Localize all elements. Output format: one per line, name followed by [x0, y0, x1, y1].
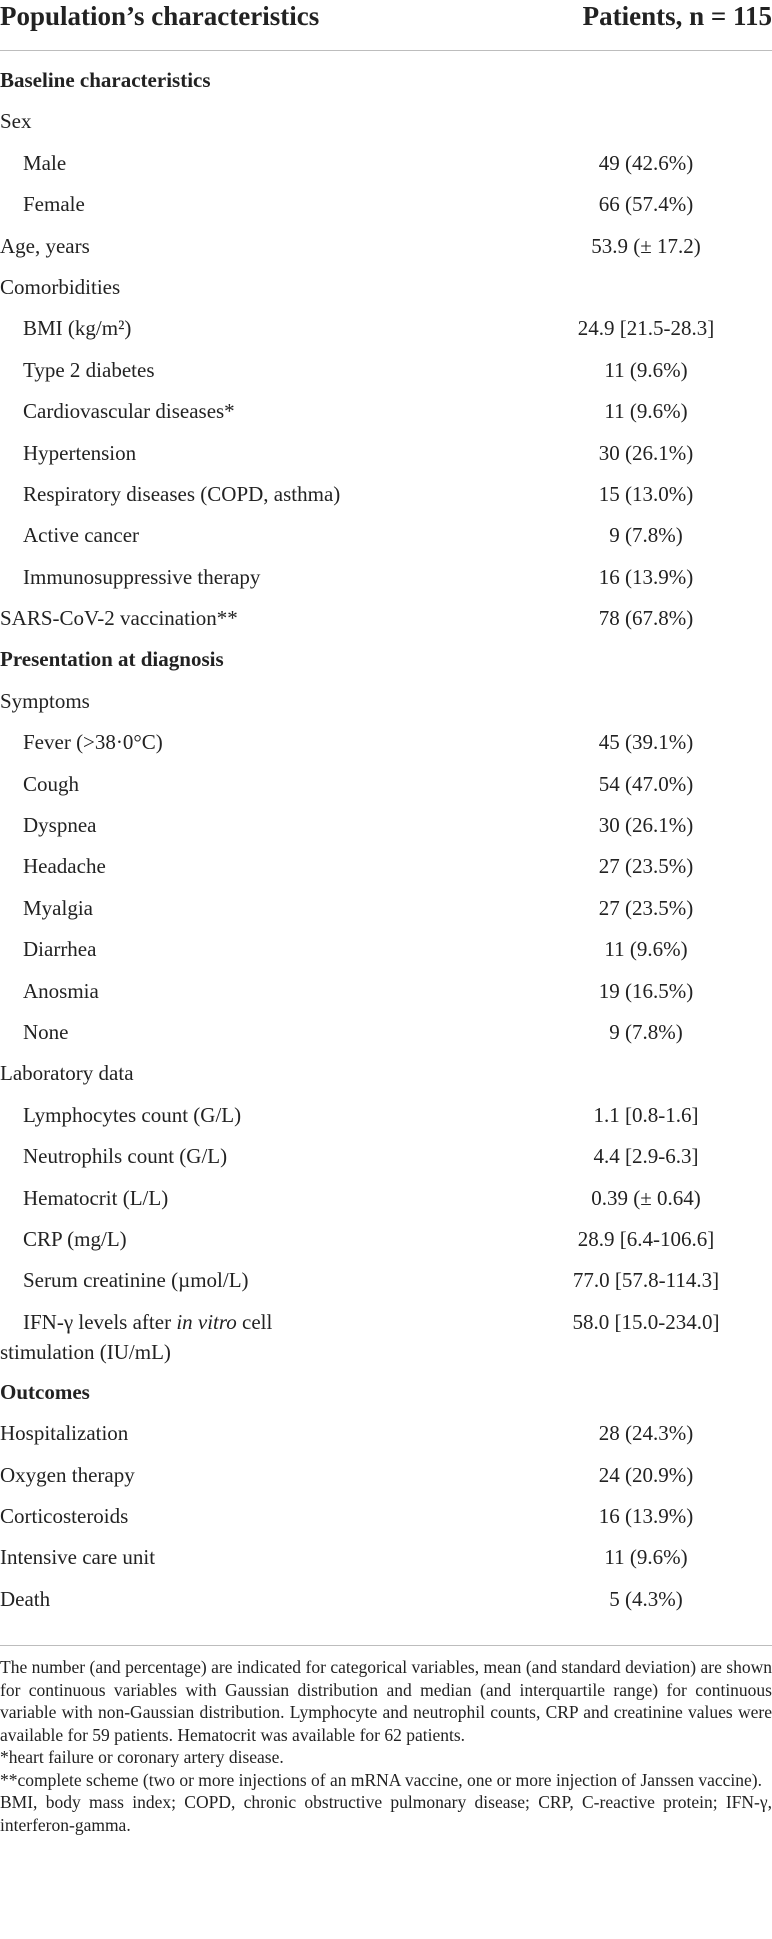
row-label: Active cancer	[23, 523, 140, 548]
table-row	[0, 846, 772, 887]
row-label-part: IFN-γ levels after	[23, 1309, 177, 1334]
table-row	[0, 1178, 772, 1219]
row-label: Serum creatinine (µmol/L)	[23, 1268, 249, 1293]
table-row	[0, 308, 772, 349]
section-header-row	[0, 1372, 772, 1413]
row-label: Sex	[0, 109, 32, 134]
row-value: 45 (39.1%)	[598, 730, 694, 755]
row-value: 19 (16.5%)	[598, 978, 694, 1003]
row-label: Hematocrit (L/L)	[23, 1185, 169, 1210]
table-row	[0, 267, 772, 308]
row-value: 11 (9.6%)	[604, 357, 688, 382]
table-row	[0, 101, 772, 142]
table-row	[0, 971, 772, 1012]
row-label: Neutrophils count (G/L)	[23, 1144, 228, 1169]
row-label: Intensive care unit	[0, 1545, 156, 1570]
table-row	[0, 1095, 772, 1136]
row-value: 53.9 (± 17.2)	[591, 233, 701, 258]
row-label: Anosmia	[23, 978, 99, 1003]
row-value: 11 (9.6%)	[604, 399, 688, 424]
row-value: 78 (67.8%)	[598, 606, 694, 631]
table-row	[0, 1219, 772, 1260]
row-value: 28 (24.3%)	[598, 1421, 694, 1446]
row-label: Diarrhea	[23, 937, 97, 962]
row-value: 15 (13.0%)	[598, 481, 694, 506]
table-row	[0, 1260, 772, 1301]
row-label: CRP (mg/L)	[23, 1226, 127, 1251]
row-value: 49 (42.6%)	[598, 150, 694, 175]
table-row	[0, 184, 772, 225]
row-label-italic: in vitro	[176, 1309, 237, 1334]
row-label: Oxygen therapy	[0, 1462, 135, 1487]
row-value: 28.9 [6.4-106.6]	[577, 1226, 715, 1251]
row-label-part: stimulation (IU/mL)	[0, 1339, 171, 1364]
table-row	[0, 598, 772, 639]
table-row	[0, 722, 772, 763]
table-row	[0, 433, 772, 474]
table-row	[0, 1302, 772, 1372]
row-label: Lymphocytes count (G/L)	[23, 1102, 242, 1127]
table-row	[0, 1053, 772, 1094]
row-label: Presentation at diagnosis	[0, 647, 224, 672]
row-value: 9 (7.8%)	[609, 523, 683, 548]
row-label: Immunosuppressive therapy	[23, 564, 261, 589]
footnote: *heart failure or coronary artery disease.	[0, 1747, 284, 1767]
row-value: 27 (23.5%)	[598, 854, 694, 879]
row-label: Headache	[23, 854, 106, 879]
table-row	[0, 1413, 772, 1454]
row-label: Corticosteroids	[0, 1503, 129, 1528]
table-row	[0, 681, 772, 722]
row-label: Respiratory diseases (COPD, asthma)	[23, 481, 341, 506]
row-value: 27 (23.5%)	[598, 895, 694, 920]
row-label: Baseline characteristics	[0, 68, 211, 92]
row-value: 30 (26.1%)	[598, 813, 694, 838]
footnote: **complete scheme (two or more injections of an mRNA vaccine, one or more injection of Janssen vaccine).	[0, 1769, 762, 1790]
table-row	[0, 391, 772, 432]
table-row	[0, 929, 772, 970]
table-header	[0, 0, 772, 51]
row-label: Outcomes	[0, 1379, 90, 1404]
row-label: Symptoms	[0, 688, 90, 713]
row-value: 66 (57.4%)	[598, 192, 694, 217]
row-label: Fever (>38·0°C)	[23, 730, 163, 755]
table-row	[0, 1579, 772, 1620]
row-label: Dyspnea	[23, 813, 97, 838]
row-value: 16 (13.9%)	[598, 564, 694, 589]
row-label: SARS-CoV-2 vaccination**	[0, 606, 238, 631]
row-label: Cough	[23, 771, 80, 796]
table-row	[0, 1537, 772, 1578]
row-value: 1.1 [0.8-1.6]	[593, 1102, 699, 1127]
row-value: 5 (4.3%)	[609, 1586, 683, 1611]
row-label: BMI (kg/m²)	[23, 316, 132, 341]
column-header-patients: Patients, n = 115	[582, 1, 772, 31]
row-value: 11 (9.6%)	[604, 1545, 688, 1570]
row-label: Male	[23, 150, 67, 175]
footnote: The number (and percentage) are indicated for categorical variables, mean (and standard deviation) are shown for continuous variables with Gaussian distribution and median (and interquartile range) for continuous variable with non-Gaussian distribution. Lymphocyte and neutrophil counts, CRP and creatinine values were available for 59 patients. Hematocrit was available for 62 patients.	[0, 1657, 772, 1745]
table-row	[0, 1455, 772, 1496]
section-header-row	[0, 60, 772, 101]
row-value: 0.39 (± 0.64)	[591, 1185, 701, 1210]
table-row	[0, 1496, 772, 1537]
table-row	[0, 764, 772, 805]
row-label: Comorbidities	[0, 274, 121, 299]
row-label: Age, years	[0, 233, 90, 258]
table-body	[0, 60, 772, 1620]
table-row	[0, 350, 772, 391]
row-label: Female	[23, 192, 85, 217]
row-label-part: cell	[236, 1309, 273, 1334]
table-row	[0, 515, 772, 556]
row-label: None	[23, 1019, 69, 1044]
table-row	[0, 474, 772, 515]
table-row	[0, 143, 772, 184]
row-label: Cardiovascular diseases*	[23, 399, 235, 424]
row-label: Hospitalization	[0, 1421, 129, 1446]
table-row	[0, 888, 772, 929]
row-value: 11 (9.6%)	[604, 937, 688, 962]
row-value: 58.0 [15.0-234.0]	[572, 1309, 720, 1334]
row-label: Laboratory data	[0, 1061, 134, 1086]
row-value: 4.4 [2.9-6.3]	[593, 1144, 699, 1169]
row-value: 24 (20.9%)	[598, 1462, 694, 1487]
table-row	[0, 1012, 772, 1053]
row-label: Hypertension	[23, 440, 137, 465]
row-value: 54 (47.0%)	[598, 771, 694, 796]
row-value: 9 (7.8%)	[609, 1019, 683, 1044]
table-row	[0, 805, 772, 846]
row-label: Myalgia	[23, 895, 93, 920]
section-header-row	[0, 639, 772, 680]
row-value: 16 (13.9%)	[598, 1503, 694, 1528]
column-header-characteristics: Population’s characteristics	[0, 1, 320, 31]
table-row	[0, 226, 772, 267]
row-value: 30 (26.1%)	[598, 440, 694, 465]
row-label: Type 2 diabetes	[23, 357, 155, 382]
row-label	[0, 1307, 443, 1367]
table-row	[0, 557, 772, 598]
footnote: BMI, body mass index; COPD, chronic obstructive pulmonary disease; CRP, C-reactive protein; IFN-γ, interferon-gamma.	[0, 1792, 772, 1835]
row-label: Death	[0, 1586, 51, 1611]
row-value: 77.0 [57.8-114.3]	[572, 1268, 720, 1293]
table-footnotes	[0, 1645, 772, 1836]
row-value: 24.9 [21.5-28.3]	[577, 316, 715, 341]
table-row	[0, 1136, 772, 1177]
